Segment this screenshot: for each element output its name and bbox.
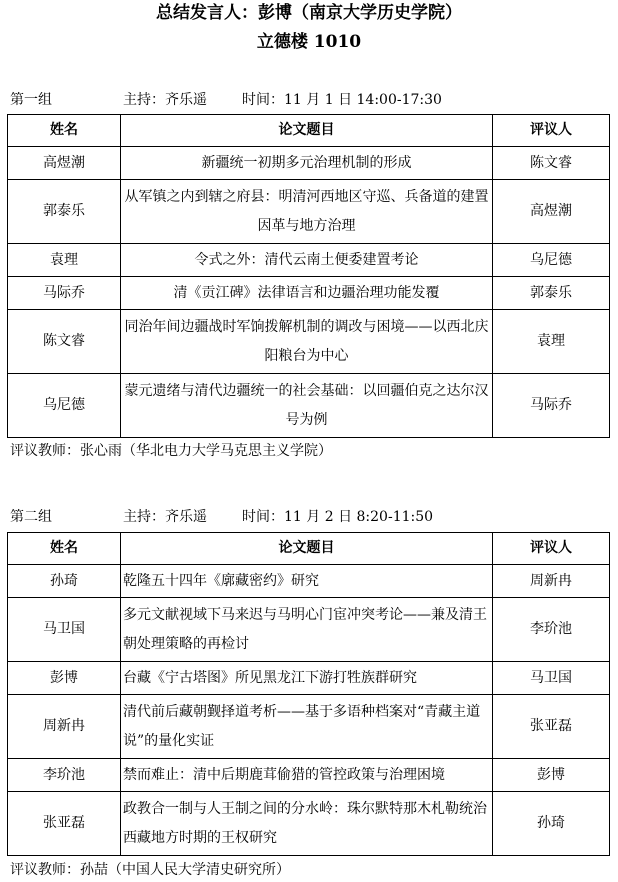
- presenter-name: 马际乔: [8, 277, 121, 310]
- title-speaker: 总结发言人：彭博（南京大学历史学院）: [156, 3, 462, 23]
- presenter-name: 周新冉: [8, 695, 121, 759]
- paper-title: 乾隆五十四年《廓藏密约》研究: [121, 565, 493, 598]
- group2-host: 主持：齐乐遥: [123, 509, 207, 525]
- col-header-name: 姓名: [8, 533, 121, 565]
- presenter-name: 高煜潮: [8, 147, 121, 180]
- paper-title: 台藏《宁古塔图》所见黑龙江下游打牲族群研究: [121, 662, 493, 695]
- reviewer-name: 周新冉: [493, 565, 610, 598]
- col-header-paper: 论文题目: [121, 115, 493, 147]
- group2-time: 时间：11 月 2 日 8:20-11:50: [242, 509, 434, 525]
- paper-title: 政教合一制与人王制之间的分水岭：珠尔默特那木札勒统治西藏地方时期的王权研究: [121, 792, 493, 856]
- col-header-reviewer: 评议人: [493, 115, 610, 147]
- reviewer-name: 李玠池: [493, 598, 610, 662]
- table-row: [8, 374, 610, 438]
- col-header-reviewer: 评议人: [493, 533, 610, 565]
- table-row: [8, 792, 610, 856]
- table-row: [8, 662, 610, 695]
- group2-table: [7, 532, 610, 856]
- title-venue: 立德楼 1010: [256, 32, 362, 52]
- group2-teacher: 评议教师：孙喆（中国人民大学清史研究所）: [10, 862, 290, 878]
- table-row: [8, 277, 610, 310]
- reviewer-name: 马卫国: [493, 662, 610, 695]
- presenter-name: 郭泰乐: [8, 180, 121, 244]
- col-header-name: 姓名: [8, 115, 121, 147]
- presenter-name: 袁理: [8, 244, 121, 277]
- reviewer-name: 郭泰乐: [493, 277, 610, 310]
- reviewer-name: 乌尼德: [493, 244, 610, 277]
- group1-host: 主持：齐乐遥: [123, 92, 207, 108]
- reviewer-name: 孙琦: [493, 792, 610, 856]
- reviewer-name: 马际乔: [493, 374, 610, 438]
- table-header-row: [8, 533, 610, 565]
- table-row: [8, 759, 610, 792]
- reviewer-name: 陈文睿: [493, 147, 610, 180]
- reviewer-name: 彭博: [493, 759, 610, 792]
- paper-title: 多元文献视域下马来迟与马明心门宦冲突考论——兼及清王朝处理策略的再检讨: [121, 598, 493, 662]
- paper-title: 从军镇之内到辖之府县：明清河西地区守巡、兵备道的建置因革与地方治理: [121, 180, 493, 244]
- paper-title: 清代前后藏朝觐择道考析——基于多语种档案对“青藏主道说”的量化实证: [121, 695, 493, 759]
- paper-title: 禁而难止：清中后期鹿茸偷猎的管控政策与治理困境: [121, 759, 493, 792]
- presenter-name: 李玠池: [8, 759, 121, 792]
- presenter-name: 乌尼德: [8, 374, 121, 438]
- table-row: [8, 598, 610, 662]
- table-row: [8, 147, 610, 180]
- paper-title: 清《贡江碑》法律语言和边疆治理功能发覆: [121, 277, 493, 310]
- paper-title: 同治年间边疆战时军饷拨解机制的调改与困境——以西北庆阳粮台为中心: [121, 310, 493, 374]
- presenter-name: 彭博: [8, 662, 121, 695]
- reviewer-name: 张亚磊: [493, 695, 610, 759]
- table-row: [8, 310, 610, 374]
- presenter-name: 马卫国: [8, 598, 121, 662]
- table-row: [8, 244, 610, 277]
- group2-label: 第二组: [10, 509, 52, 525]
- table-row: [8, 695, 610, 759]
- group1-time: 时间：11 月 1 日 14:00-17:30: [242, 92, 442, 108]
- reviewer-name: 袁理: [493, 310, 610, 374]
- reviewer-name: 高煜潮: [493, 180, 610, 244]
- table-header-row: [8, 115, 610, 147]
- table-row: [8, 565, 610, 598]
- paper-title: 新疆统一初期多元治理机制的形成: [121, 147, 493, 180]
- table-row: [8, 180, 610, 244]
- presenter-name: 张亚磊: [8, 792, 121, 856]
- paper-title: 令式之外：清代云南土便委建置考论: [121, 244, 493, 277]
- paper-title: 蒙元遗绪与清代边疆统一的社会基础：以回疆伯克之达尔汉号为例: [121, 374, 493, 438]
- presenter-name: 陈文睿: [8, 310, 121, 374]
- group1-teacher: 评议教师：张心雨（华北电力大学马克思主义学院）: [10, 443, 332, 459]
- group1-label: 第一组: [10, 92, 52, 108]
- group1-table: [7, 114, 610, 438]
- col-header-paper: 论文题目: [121, 533, 493, 565]
- presenter-name: 孙琦: [8, 565, 121, 598]
